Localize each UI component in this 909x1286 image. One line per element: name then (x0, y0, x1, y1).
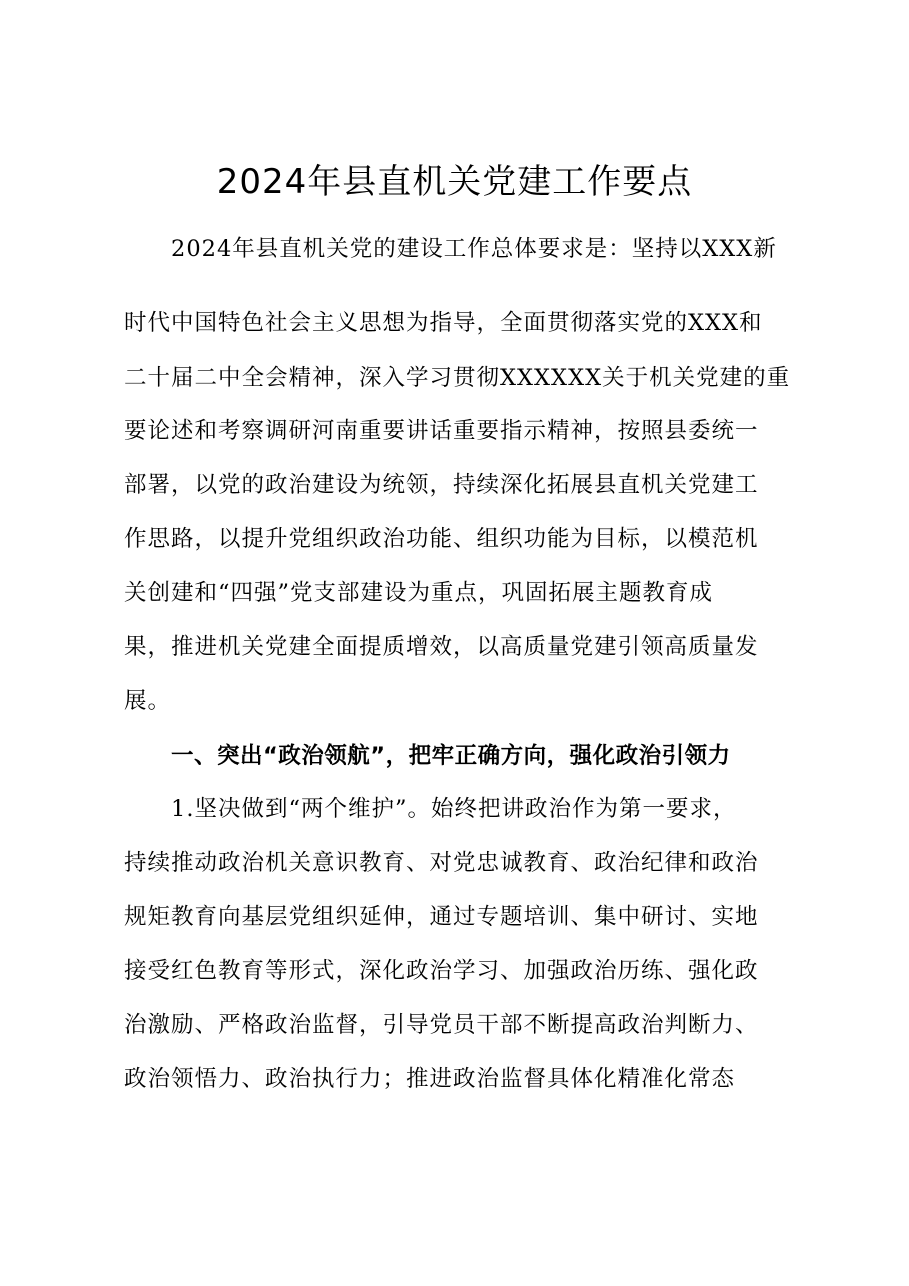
intro-line-2: 时代中国特色社会主义思想为指导，全面贯彻落实党的XXX和 (124, 310, 763, 336)
intro-line-5: 部署，以党的政治建设为统领，持续深化拓展县直机关党建工 (124, 472, 759, 498)
intro-line-7: 关创建和“四强”党支部建设为重点，巩固拓展主题教育成 (124, 580, 714, 606)
intro-line-9: 展。 (124, 688, 172, 714)
item-1-line-6: 政治领悟力、政治执行力；推进政治监督具体化精准化常态 (124, 1066, 736, 1092)
intro-line-8: 果，推进机关党建全面提质增效，以高质量党建引领高质量发 (124, 634, 759, 660)
item-1-line-1: 1.坚决做到“两个维护”。始终把讲政治作为第一要求， (171, 796, 737, 822)
item-1-line-4: 接受红色教育等形式，深化政治学习、加强政治历练、强化政 (124, 958, 759, 984)
document-title: 2024年县直机关党建工作要点 (216, 162, 693, 202)
intro-line-6: 作思路，以提升党组织政治功能、组织功能为目标，以模范机 (124, 526, 759, 552)
item-1-line-3: 规矩教育向基层党组织延伸，通过专题培训、集中研讨、实地 (124, 904, 759, 930)
intro-line-3: 二十届二中全会精神，深入学习贯彻XXXXXX关于机关党建的重 (124, 365, 791, 391)
section-1-heading: 一、突出“政治领航”，把牢正确方向，强化政治引领力 (171, 743, 731, 769)
item-1-line-5: 治激励、严格政治监督，引导党员干部不断提高政治判断力、 (124, 1012, 759, 1038)
intro-line-1: 2024年县直机关党的建设工作总体要求是：坚持以XXX新 (171, 236, 777, 262)
item-1-line-2: 持续推动政治机关意识教育、对党忠诚教育、政治纪律和政治 (124, 850, 759, 876)
intro-line-4: 要论述和考察调研河南重要讲话重要指示精神，按照县委统一 (124, 418, 759, 444)
